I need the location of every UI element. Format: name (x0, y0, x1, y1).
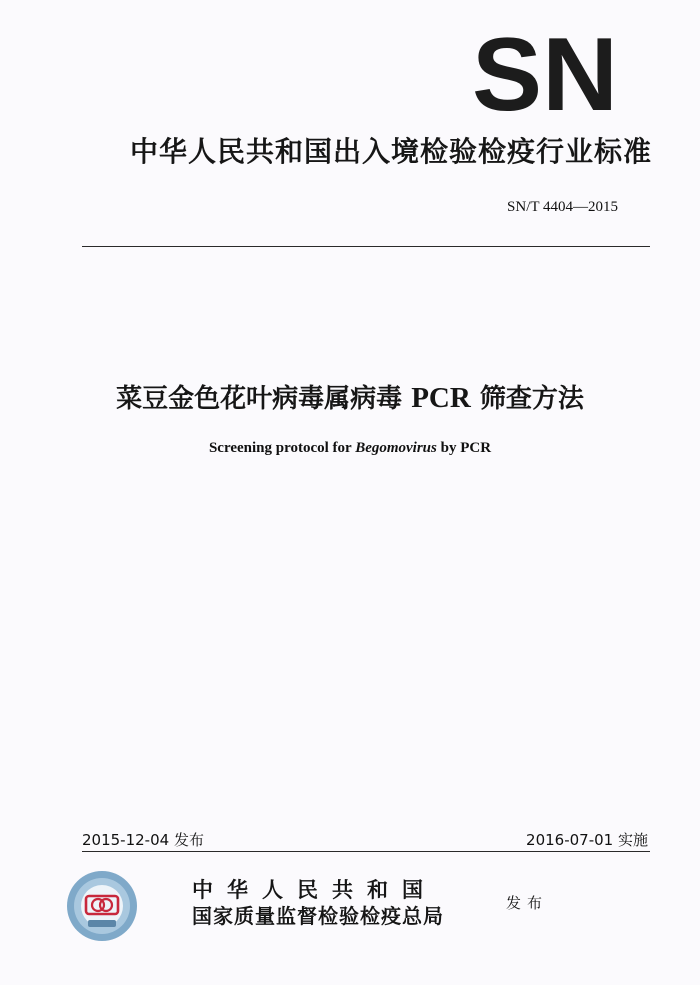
anti-counterfeit-seal-icon (66, 870, 138, 942)
chinese-title-suffix: 筛查方法 (470, 384, 584, 414)
issuing-authority-title: 中华人民共和国出入境检验检疫行业标准 (129, 135, 652, 168)
issuer-name-line1: 中华人民共和国 (192, 877, 437, 902)
issue-date: 2015-12-04 发布 (82, 831, 204, 849)
chinese-title-latin: PCR (411, 382, 471, 414)
sn-logo-text: SN (472, 30, 618, 118)
issue-label: 发布 (506, 894, 549, 912)
english-title (0, 440, 700, 457)
top-divider (82, 246, 650, 247)
sn-logo (470, 30, 620, 118)
chinese-title (0, 378, 700, 415)
standard-code: SN/T 4404—2015 (507, 199, 618, 215)
english-title-genus: Begomovirus (355, 440, 437, 456)
issuer-name-line2: 国家质量监督检验检疫总局 (192, 904, 444, 928)
chinese-title-prefix: 菜豆金色花叶病毒属病毒 (116, 384, 412, 414)
english-title-prefix: Screening protocol for (208, 440, 356, 456)
implementation-date: 2016-07-01 实施 (526, 831, 648, 849)
bottom-divider (82, 851, 650, 852)
english-title-suffix: by PCR (436, 440, 492, 456)
